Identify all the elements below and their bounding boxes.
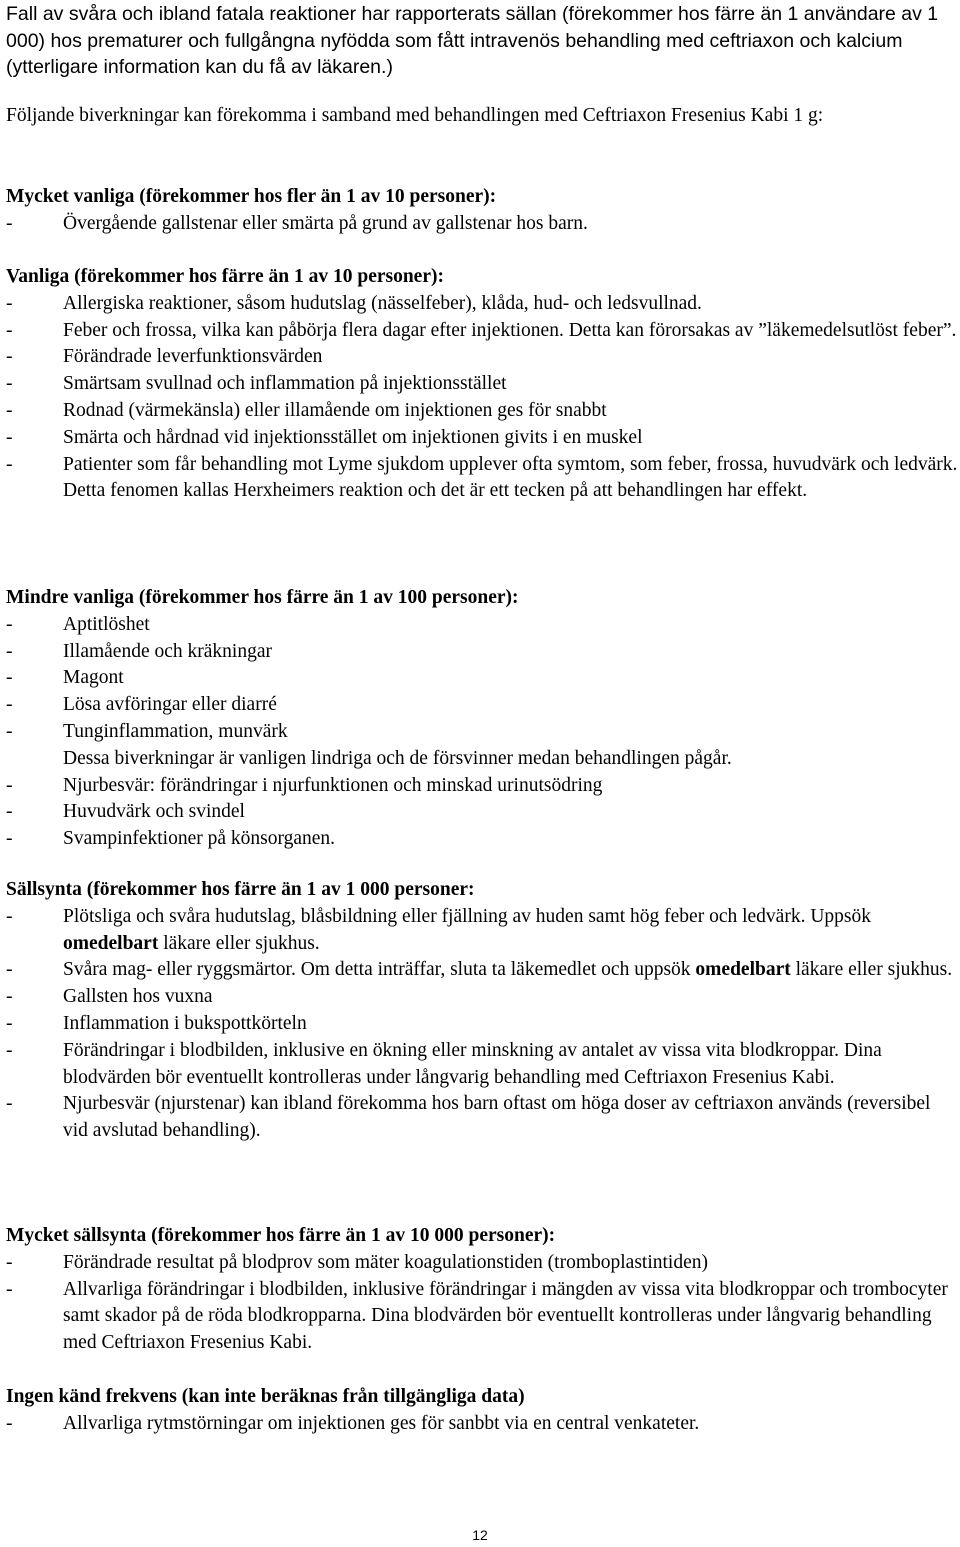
list-item-text-end: läkare eller sjukhus. [790,959,953,981]
list-item-text: Lösa avföringar eller diarré [63,694,277,716]
list-dash: - [6,1251,13,1273]
uncommon-list-continued [6,773,958,853]
list-item [6,371,958,398]
uncommon-list [6,612,958,746]
very-common-section [6,184,958,238]
very-rare-list [6,1250,958,1357]
list-dash: - [6,720,13,742]
list-item [6,1250,958,1277]
list-item-text: Feber och frossa, vilka kan påbörja flera dagar efter injektionen. Detta kan förorsakas av ”läkemedelsutlöst feber”. [63,319,957,341]
list-dash: - [6,1412,13,1434]
list-item [6,1411,958,1438]
common-section [6,264,958,505]
list-dash: - [6,905,13,927]
list-item-text: Aptitlöshet [63,613,150,635]
list-dash: - [6,959,13,981]
list-item-text: Förändrade resultat på blodprov som mäter koagulationstiden (tromboplastintiden) [63,1251,708,1273]
list-item [6,904,958,958]
list-item-text: Allergiska reaktioner, såsom hudutslag (nässelfeber), klåda, hud- och ledsvullnad. [63,292,702,314]
list-item [6,639,958,666]
list-dash: - [6,667,13,689]
list-item [6,291,958,318]
rare-section [6,877,958,1145]
list-item-text: Njurbesvär (njurstenar) kan ibland förekomma hos barn oftast om höga doser av ceftriaxon används (reversibel vid avslutad behandling). [63,1093,931,1142]
list-dash: - [6,1278,13,1300]
list-item-text: Svåra mag- eller ryggsmärtor. Om detta inträffar, sluta ta läkemedlet och uppsök [63,959,696,981]
list-item [6,425,958,452]
list-item [6,692,958,719]
list-item-text: Förändringar i blodbilden, inklusive en ökning eller minskning av antalet av vissa vita blodkroppar. Dina blodvärden bör eventuellt kontrolleras under långvarig behandling med Ceftriaxon Fresenius Kabi. [63,1039,882,1088]
list-item-text: Plötsliga och svåra hudutslag, blåsbildning eller fjällning av huden samt hög feber och ledvärk. Uppsök [63,905,871,927]
rare-heading: Sällsynta (förekommer hos färre än 1 av 1 000 personer: [6,879,475,900]
list-item [6,1277,958,1357]
list-item-text-end: läkare eller sjukhus. [158,932,320,954]
common-heading: Vanliga (förekommer hos färre än 1 av 10 personer): [6,266,444,287]
list-dash: - [6,319,13,341]
list-item-text: Huvudvärk och svindel [63,801,245,823]
list-item [6,398,958,425]
list-item-text: Förändrade leverfunktionsvärden [63,346,323,368]
list-dash: - [6,801,13,823]
lead-paragraph: Följande biverkningar kan förekomma i samband med behandlingen med Ceftriaxon Fresenius Kabi 1 g: [6,105,824,126]
list-item [6,612,958,639]
list-dash: - [6,986,13,1008]
list-dash: - [6,292,13,314]
list-dash: - [6,694,13,716]
list-item-text: Inflammation i bukspottkörteln [63,1012,307,1034]
list-item [6,1011,958,1038]
list-item [6,211,958,238]
list-dash: - [6,1093,13,1115]
list-item [6,773,958,800]
common-list [6,291,958,505]
list-dash: - [6,212,13,234]
list-dash: - [6,613,13,635]
list-item [6,665,958,692]
list-item [6,984,958,1011]
list-dash: - [6,373,13,395]
emphasis-text: omedelbart [63,932,159,954]
uncommon-section [6,585,958,853]
list-dash: - [6,774,13,796]
list-item [6,719,958,746]
list-item [6,452,958,506]
list-item-text: Patienter som får behandling mot Lyme sjukdom upplever ofta symtom, som feber, frossa, huvudvärk och ledvärk. Detta fenomen kallas Herxheimers reaktion och det är ett tecken på att behandlingen har effekt. [63,453,958,502]
list-item [6,1038,958,1092]
list-dash: - [6,640,13,662]
list-dash: - [6,1039,13,1061]
list-dash: - [6,453,13,475]
list-dash: - [6,1012,13,1034]
emphasis-text: omedelbart [695,959,791,981]
unknown-frequency-heading: Ingen känd frekvens (kan inte beräknas från tillgängliga data) [6,1386,525,1407]
list-dash: - [6,426,13,448]
page-number: 12 [472,1527,488,1543]
very-common-list [6,211,958,238]
list-item-text: Allvarliga rytmstörningar om injektionen ges för sanbbt via en central venkateter. [63,1412,700,1434]
unknown-frequency-section [6,1384,958,1438]
list-item-text: Njurbesvär: förändringar i njurfunktionen och minskad urinutsödring [63,774,603,796]
very-rare-section [6,1223,958,1357]
list-item-text: Illamående och kräkningar [63,640,272,662]
list-item-text: Gallsten hos vuxna [63,986,213,1008]
list-item [6,799,958,826]
list-item-text: Tunginflammation, munvärk [63,720,288,742]
list-item [6,344,958,371]
rare-list [6,904,958,1145]
list-dash: - [6,828,13,850]
list-dash: - [6,399,13,421]
list-item-text: Smärta och hårdnad vid injektionsstället om injektionen givits i en muskel [63,426,643,448]
list-item-text: Allvarliga förändringar i blodbilden, inklusive förändringar i mängden av vissa vita blodkroppar och trombocyter samt skador på de röda blodkropparna. Dina blodvärden bör eventuellt kontrolleras under långvarig behandling med Ceftriaxon Fresenius Kabi. [63,1278,948,1354]
list-item-text: Smärtsam svullnad och inflammation på injektionsstället [63,373,507,395]
list-item-text: Övergående gallstenar eller smärta på grund av gallstenar hos barn. [63,212,588,234]
uncommon-heading: Mindre vanliga (förekommer hos färre än 1 av 100 personer): [6,587,519,608]
very-rare-heading: Mycket sällsynta (förekommer hos färre än 1 av 10 000 personer): [6,1225,556,1246]
list-item [6,826,958,853]
very-common-heading: Mycket vanliga (förekommer hos fler än 1 av 10 personer): [6,186,497,207]
list-item [6,1091,958,1145]
list-item [6,957,958,984]
list-item-text: Rodnad (värmekänsla) eller illamående om injektionen ges för snabbt [63,399,607,421]
list-item-text: Svampinfektioner på könsorganen. [63,828,336,850]
list-item-text: Magont [63,667,124,689]
uncommon-note: Dessa biverkningar är vanligen lindriga och de försvinner medan behandlingen pågår. [63,747,732,769]
unknown-frequency-list [6,1411,958,1438]
list-dash: - [6,346,13,368]
list-item [6,318,958,345]
intro-paragraph: Fall av svåra och ibland fatala reaktioner har rapporterats sällan (förekommer hos färre än 1 användare av 1 000) hos prematurer och fullgångna nyfödda som fått intravenös behandling med ceftriaxon och kalcium (ytterligare information kan du få av läkaren.) [6,3,939,78]
lead-section [6,103,958,130]
